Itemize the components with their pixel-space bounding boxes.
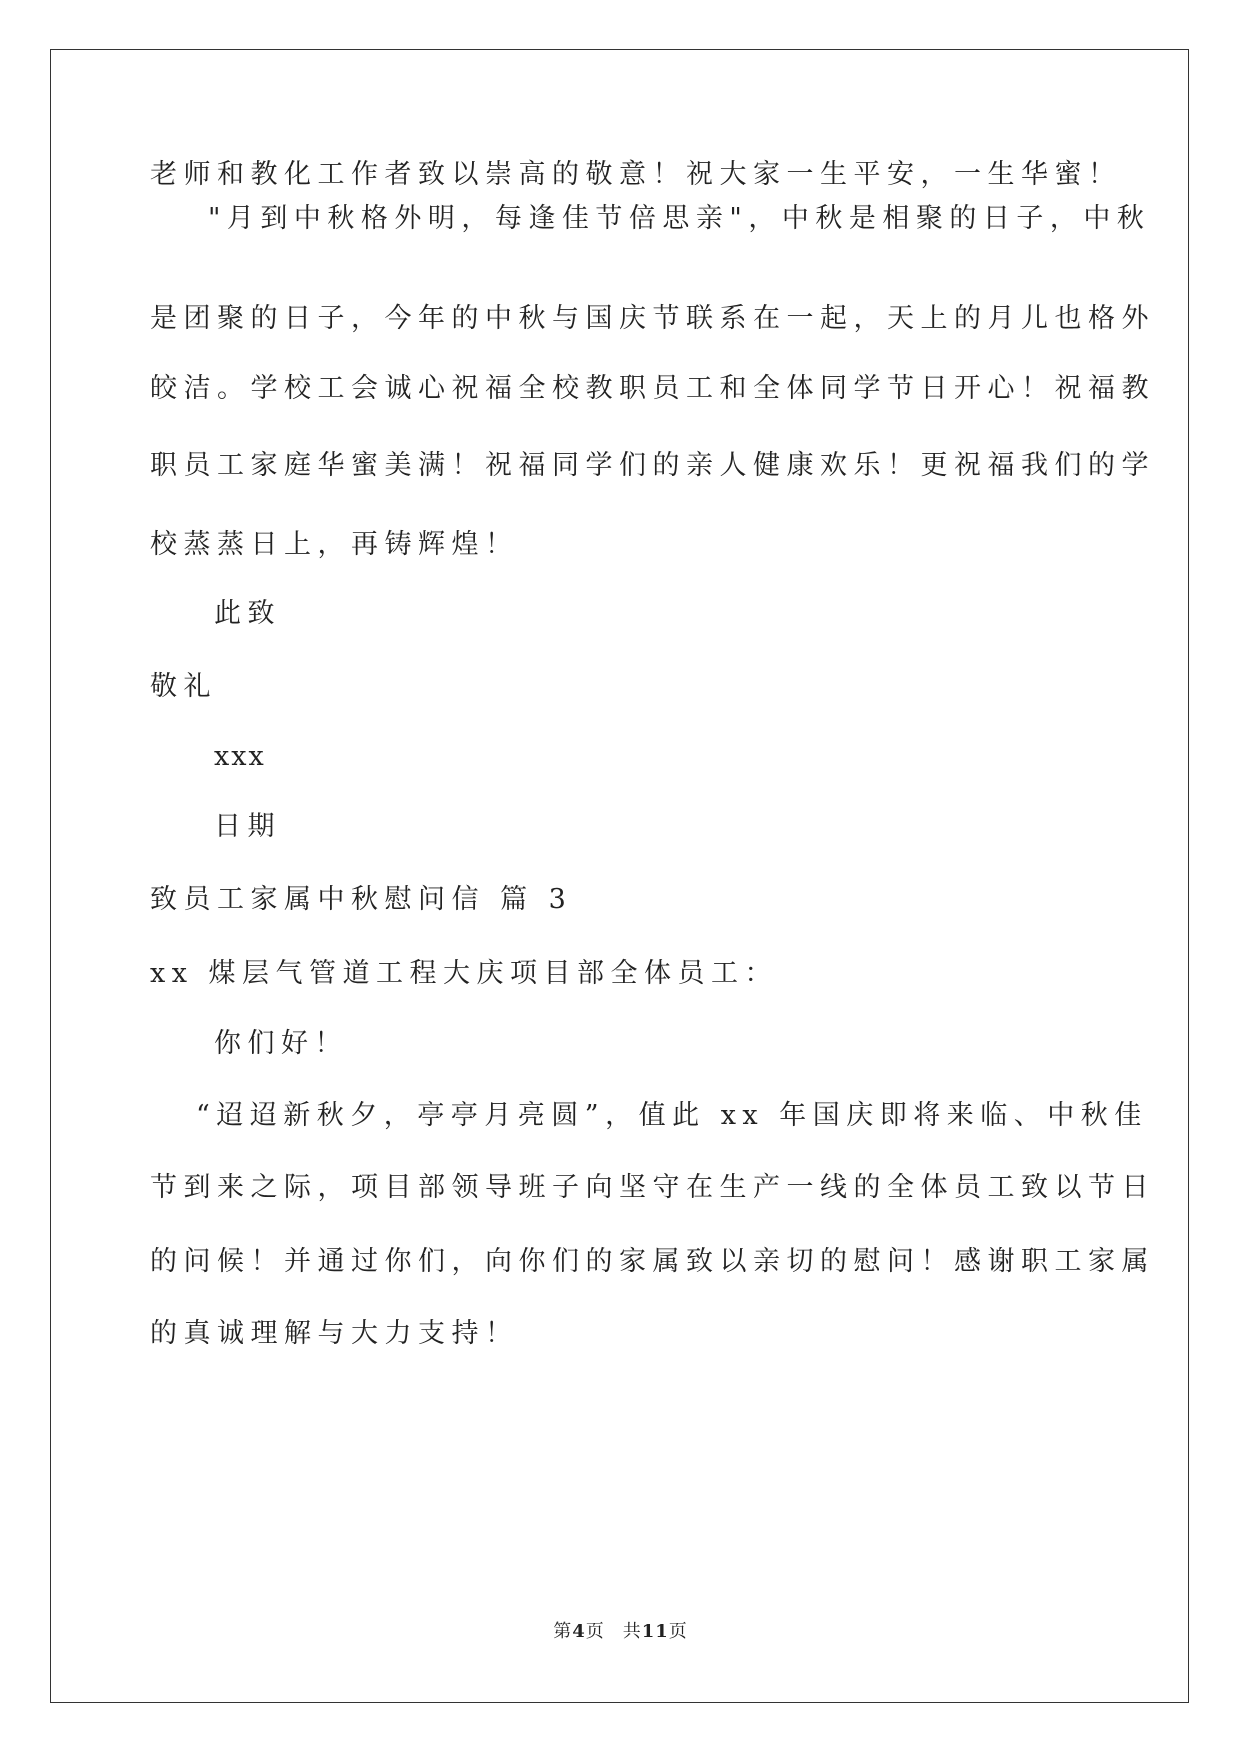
text-line: 老师和教化工作者致以崇高的敬意！祝大家一生平安，一生华蜜！ [150,159,1122,190]
greeting-line: 你们好！ [214,1028,348,1059]
closing-salutation: 此致 [214,598,281,629]
text-line: 节到来之际，项目部领导班子向坚守在生产一线的全体员工致以节日 [150,1172,1155,1203]
footer-page-number: 4 [572,1621,586,1642]
text-line: 的问候！并通过你们，向你们的家属致以亲切的慰问！感谢职工家属 [150,1246,1155,1277]
addressee-line: xx 煤层气管道工程大庆项目部全体员工： [150,958,779,989]
footer-prefix: 第 [553,1621,573,1642]
signature-name: xxx [214,741,266,772]
closing-regards: 敬礼 [150,671,217,702]
signature-date: 日期 [214,811,281,842]
text-line: “迢迢新秋夕，亭亭月亮圆”，值此 xx 年国庆即将来临、中秋佳 [196,1100,1148,1131]
footer-page-unit: 页 [585,1621,605,1642]
page-border [50,49,1189,1703]
text-line: 的真诚理解与大力支持！ [150,1318,519,1349]
text-line: 校蒸蒸日上，再铸辉煌！ [150,529,519,560]
text-line: 是团聚的日子，今年的中秋与国庆节联系在一起，天上的月儿也格外 [150,303,1155,334]
page-footer [0,1617,1241,1643]
footer-total-prefix: 共 [622,1621,642,1642]
section-heading: 致员工家属中秋慰问信 篇 3 [150,884,573,915]
footer-total-pages: 11 [641,1621,669,1642]
footer-total-unit: 页 [668,1621,688,1642]
text-line: "月到中秋格外明，每逢佳节倍思亲"，中秋是相聚的日子，中秋 [208,203,1151,234]
text-line: 皎洁。学校工会诚心祝福全校教职员工和全体同学节日开心！祝福教 [150,373,1155,404]
text-line: 职员工家庭华蜜美满！祝福同学们的亲人健康欢乐！更祝福我们的学 [150,450,1155,481]
